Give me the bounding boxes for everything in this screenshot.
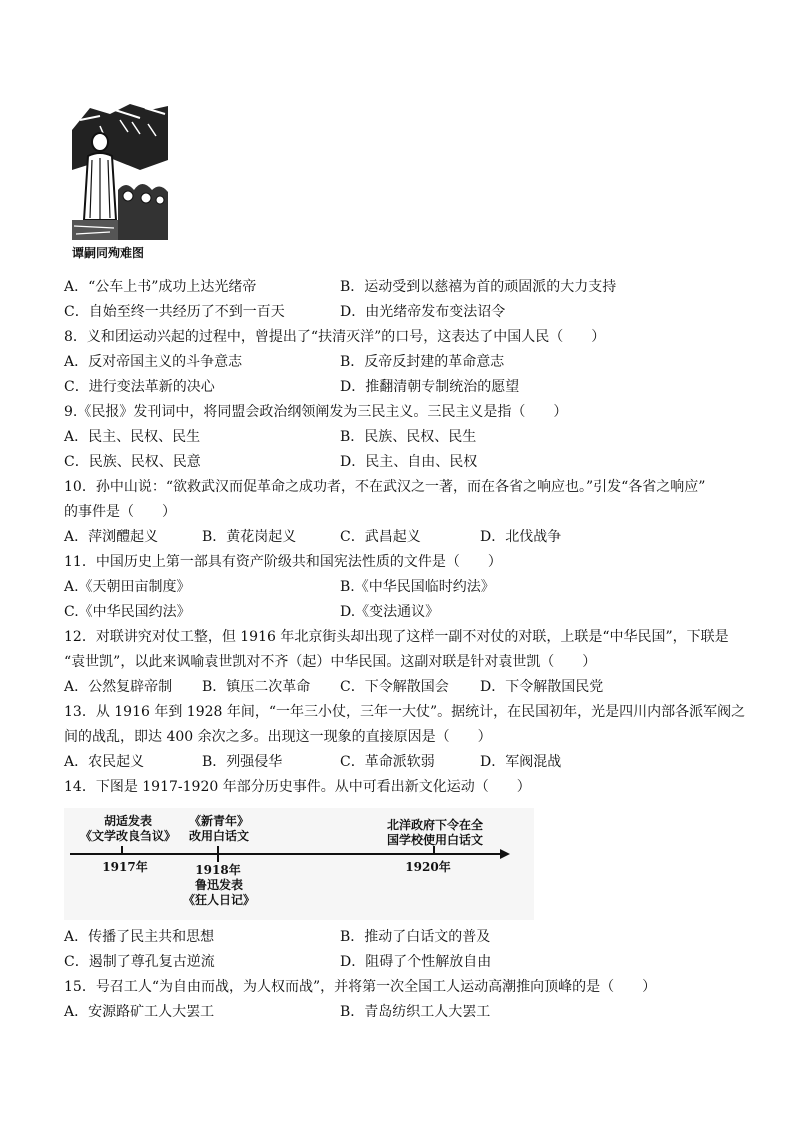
q8-option-c: C．进行变法革新的决心 [64, 379, 215, 395]
q15-stem: 15．号召工人“为自由而战，为人权而战”，并将第一次全国工人运动高潮推向顶峰的是（ ） [64, 979, 657, 995]
q13-option-c: C．革命派软弱 [340, 754, 435, 770]
q8-option-b: B．反帝反封建的革命意志 [340, 354, 505, 370]
q14-stem: 14．下图是 1917-1920 年部分历史事件。从中可看出新文化运动（ ） [64, 779, 531, 795]
timeline-figure [64, 808, 534, 920]
timeline-1920-event: 北洋政府下令在全 国学校使用白话文 [386, 818, 483, 847]
q11-stem: 11．中国历史上第一部具有资产阶级共和国宪法性质的文件是（ ） [64, 554, 502, 570]
q15-option-b: B．青岛纺织工人大罢工 [340, 1004, 491, 1020]
q11-option-c: C.《中华民国约法》 [64, 604, 191, 620]
timeline-year-1918: 1918年 [195, 863, 241, 877]
q13-option-b: B．列强侵华 [202, 754, 283, 770]
q7-option-c: C．自始至终一共经历了不到一百天 [64, 304, 285, 320]
q12-option-a: A．公然复辟帝制 [64, 679, 173, 695]
q13-option-d: D．军阀混战 [480, 754, 562, 770]
q14-option-a: A．传播了民主共和思想 [64, 929, 215, 945]
q10-option-c: C．武昌起义 [340, 529, 421, 545]
q9-option-b: B．民族、民权、民生 [340, 429, 477, 445]
tan-sitong-illustration [70, 100, 170, 265]
q13-stem-line2: 间的战乱，即达 400 余次之多。出现这一现象的直接原因是（ ） [64, 729, 492, 745]
q12-option-b: B．镇压二次革命 [202, 679, 311, 695]
q14-option-d: D．阻碍了个性解放自由 [340, 954, 492, 970]
q9-stem: 9.《民报》发刊词中，将同盟会政治纲领阐发为三民主义。三民主义是指（ ） [64, 404, 568, 420]
q8-option-a: A．反对帝国主义的斗争意志 [64, 354, 243, 370]
q12-stem-line2: “袁世凯”，以此来讽喻袁世凯对不齐（起）中华民国。这副对联是针对袁世凯（ ） [64, 654, 597, 670]
timeline-1917-event: 胡适发表 《文学改良刍议》 [79, 814, 176, 843]
q13-stem-line1: 13．从 1916 年到 1928 年间，“一年三小仗，三年一大仗”。据统计，在民国初年，光是四川内部各派军阀之 [64, 704, 746, 720]
q15-option-a: A．安源路矿工人大罢工 [64, 1004, 215, 1020]
timeline-1918-xinqingnian-event: 《新青年》 改用白话文 [188, 814, 249, 843]
q7-option-d: D．由光绪帝发布变法诏令 [340, 304, 506, 320]
q10-stem-line2: 的事件是（ ） [64, 504, 176, 520]
q10-stem-line1: 10．孙中山说：“欲救武汉而促革命之成功者，不在武汉之一著，而在各省之响应也。”引发“各省之响应” [64, 479, 706, 495]
woodcut-image [70, 100, 170, 242]
timeline-year-1920: 1920年 [405, 860, 451, 874]
q11-option-d: D.《变法通议》 [340, 604, 440, 620]
q12-stem-line1: 12．对联讲究对仗工整，但 1916 年北京街头却出现了这样一副不对仗的对联，上联是“中华民国”，下联是 [64, 629, 729, 645]
q8-stem: 8．义和团运动兴起的过程中，曾提出了“扶清灭洋”的口号，这表达了中国人民（ ） [64, 329, 606, 345]
q9-option-c: C．民族、民权、民意 [64, 454, 201, 470]
q10-option-d: D．北伐战争 [480, 529, 562, 545]
q9-option-a: A．民主、民权、民生 [64, 429, 201, 445]
figure-caption: 谭嗣同殉难图 [72, 246, 145, 260]
q13-option-a: A．农民起义 [64, 754, 145, 770]
q7-option-a: A．“公车上书”成功上达光绪帝 [64, 279, 257, 295]
q12-option-c: C．下令解散国会 [340, 679, 449, 695]
q7-option-b: B．运动受到以慈禧为首的顽固派的大力支持 [340, 279, 617, 295]
q11-option-b: B.《中华民国临时约法》 [340, 579, 495, 595]
q11-option-a: A.《天朝田亩制度》 [64, 579, 191, 595]
q9-option-d: D．民主、自由、民权 [340, 454, 478, 470]
timeline-1918-luxun-event: 鲁迅发表 《狂人日记》 [182, 878, 255, 907]
q10-option-a: A．萍浏醴起义 [64, 529, 159, 545]
q12-option-d: D．下令解散国民党 [480, 679, 604, 695]
q10-option-b: B．黄花岗起义 [202, 529, 297, 545]
q14-option-b: B．推动了白话文的普及 [340, 929, 491, 945]
q14-option-c: C．遏制了尊孔复古逆流 [64, 954, 215, 970]
q8-option-d: D．推翻清朝专制统治的愿望 [340, 379, 520, 395]
timeline-year-1917: 1917年 [102, 860, 148, 874]
